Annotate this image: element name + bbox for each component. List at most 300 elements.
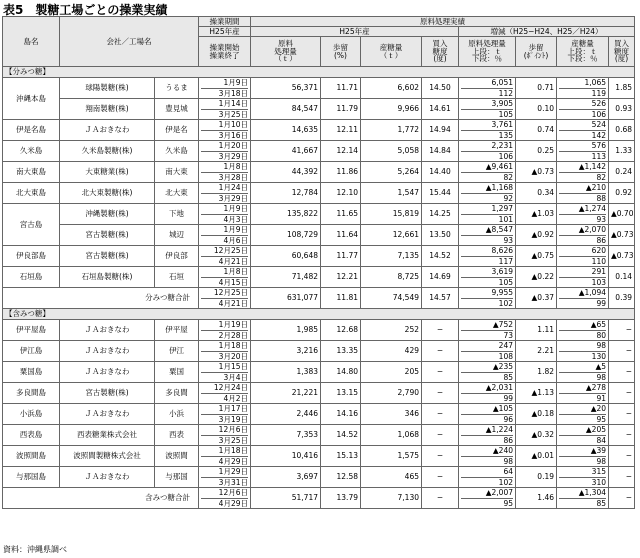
factory-cell: 南大東	[155, 162, 199, 183]
change-proc-cell	[459, 488, 516, 509]
change-proc-cell	[459, 404, 516, 425]
factory-cell: 北大東	[155, 183, 199, 204]
change-sugar-cell-lower: 98	[596, 456, 606, 466]
change-yield-cell: ▲1.13	[516, 383, 557, 404]
proc-cell: 3,697	[251, 467, 321, 488]
period-cell-lower: 4月29日	[218, 456, 248, 466]
change-sugar-cell-upper: ▲2,070	[559, 225, 606, 236]
change-proc-cell-upper: 247	[461, 341, 513, 352]
change-proc-cell-upper: ▲2,007	[461, 488, 513, 499]
change-proc-cell-upper: ▲240	[461, 446, 513, 457]
sugar-cell: 5,058	[361, 141, 422, 162]
period-cell-lower: 3月28日	[218, 172, 248, 182]
proc-cell: 44,392	[251, 162, 321, 183]
change-sugar-cell	[557, 204, 609, 225]
change-sugar-cell-upper: 620	[559, 246, 606, 257]
change-degree-cell: 0.24	[609, 162, 635, 183]
change-degree-cell: −	[609, 341, 635, 362]
period-cell	[199, 341, 251, 362]
period-cell	[199, 362, 251, 383]
period-cell	[199, 404, 251, 425]
yield-cell: 12.11	[321, 120, 361, 141]
change-sugar-cell-upper: 291	[559, 267, 606, 278]
change-sugar-cell	[557, 141, 609, 162]
change-proc-cell-lower: 112	[498, 88, 513, 98]
company-cell: 波照間製糖株式会社	[60, 446, 155, 467]
change-degree-cell: −	[609, 488, 635, 509]
header-h25: H25年産	[251, 27, 459, 37]
change-sugar-cell-lower: 106	[591, 109, 606, 119]
change-sugar-cell-lower: 82	[596, 172, 606, 182]
change-degree-cell: 0.39	[609, 288, 635, 309]
period-cell	[199, 488, 251, 509]
header-col: 買入 糖度 (度)	[609, 37, 635, 67]
table-row	[3, 204, 635, 225]
sugar-cell: 5,264	[361, 162, 422, 183]
degree-cell: −	[422, 341, 459, 362]
change-sugar-cell	[557, 162, 609, 183]
island-cell: 伊良部島	[3, 246, 60, 267]
period-cell	[199, 120, 251, 141]
degree-cell: 14.61	[422, 99, 459, 120]
period-cell-upper: 1月20日	[201, 141, 248, 152]
change-sugar-cell-upper: ▲1,142	[559, 162, 606, 173]
island-cell: 伊是名島	[3, 120, 60, 141]
table-row	[3, 120, 635, 141]
factory-cell: 与那国	[155, 467, 199, 488]
change-proc-cell-lower: 98	[503, 456, 513, 466]
change-proc-cell-upper: ▲1,168	[461, 183, 513, 194]
change-proc-cell-upper: ▲1,224	[461, 425, 513, 436]
change-sugar-cell-lower: 84	[596, 435, 606, 445]
change-sugar-cell-lower: 130	[591, 351, 606, 361]
factory-cell: 粟国	[155, 362, 199, 383]
degree-cell: −	[422, 320, 459, 341]
period-cell	[199, 141, 251, 162]
degree-cell: −	[422, 383, 459, 404]
sugar-cell: 1,547	[361, 183, 422, 204]
change-proc-cell-upper: 6,051	[461, 78, 513, 89]
company-cell: 沖縄製糖(株)	[60, 204, 155, 225]
company-cell: 宮古製糖(株)	[60, 225, 155, 246]
proc-cell: 7,353	[251, 425, 321, 446]
change-sugar-cell-lower: 98	[596, 372, 606, 382]
change-yield-cell: 0.71	[516, 78, 557, 99]
change-proc-cell	[459, 204, 516, 225]
change-sugar-cell	[557, 425, 609, 446]
company-cell: ＪＡおきなわ	[60, 362, 155, 383]
degree-cell: 14.69	[422, 267, 459, 288]
change-proc-cell-lower: 85	[503, 372, 513, 382]
change-proc-cell-lower: 99	[503, 393, 513, 403]
period-cell	[199, 246, 251, 267]
yield-cell: 12.10	[321, 183, 361, 204]
company-cell: ＪＡおきなわ	[60, 404, 155, 425]
change-proc-cell	[459, 225, 516, 246]
section-row	[3, 67, 635, 78]
change-sugar-cell	[557, 467, 609, 488]
change-sugar-cell-upper: ▲205	[559, 425, 606, 436]
change-sugar-cell	[557, 225, 609, 246]
change-sugar-cell	[557, 99, 609, 120]
table-row	[3, 183, 635, 204]
period-cell	[199, 267, 251, 288]
period-cell-lower: 3月25日	[218, 435, 248, 445]
degree-cell: 14.57	[422, 288, 459, 309]
period-cell-upper: 12月25日	[201, 288, 248, 299]
change-degree-cell: 0.93	[609, 99, 635, 120]
change-degree-cell: ▲0.70	[609, 204, 635, 225]
island-cell: 西表島	[3, 425, 60, 446]
yield-cell: 12.14	[321, 141, 361, 162]
period-cell-upper: 1月29日	[201, 467, 248, 478]
sugar-cell: 465	[361, 467, 422, 488]
proc-cell: 10,416	[251, 446, 321, 467]
yield-cell: 14.52	[321, 425, 361, 446]
degree-cell: −	[422, 467, 459, 488]
change-sugar-cell-lower: 103	[591, 277, 606, 287]
change-proc-cell	[459, 78, 516, 99]
yield-cell: 11.79	[321, 99, 361, 120]
factory-cell: 久米島	[155, 141, 199, 162]
header-period-sub: 操業開始 操業終了	[199, 37, 251, 67]
change-degree-cell: 0.68	[609, 120, 635, 141]
change-proc-cell-lower: 105	[498, 277, 513, 287]
change-proc-cell-lower: 82	[503, 172, 513, 182]
company-cell: 宮古製糖(株)	[60, 246, 155, 267]
change-degree-cell: −	[609, 467, 635, 488]
proc-cell: 1,383	[251, 362, 321, 383]
change-sugar-cell	[557, 267, 609, 288]
sugar-cell: 2,790	[361, 383, 422, 404]
period-cell-lower: 2月28日	[218, 330, 248, 340]
period-cell-upper: 1月24日	[201, 183, 248, 194]
period-cell-upper: 1月15日	[201, 362, 248, 373]
change-proc-cell-lower: 105	[498, 109, 513, 119]
change-yield-cell: 0.19	[516, 467, 557, 488]
change-proc-cell-upper: 8,626	[461, 246, 513, 257]
period-cell-lower: 3月31日	[218, 477, 248, 487]
section-row	[3, 309, 635, 320]
table-row	[3, 267, 635, 288]
period-cell-lower: 3月29日	[218, 193, 248, 203]
company-cell: 宮古製糖(株)	[60, 383, 155, 404]
change-sugar-cell-lower: 310	[591, 477, 606, 487]
factory-cell: 豊見城	[155, 99, 199, 120]
proc-cell: 135,822	[251, 204, 321, 225]
factory-cell: 城辺	[155, 225, 199, 246]
change-proc-cell	[459, 120, 516, 141]
period-cell-upper: 1月9日	[201, 204, 248, 215]
period-cell-upper: 1月9日	[201, 78, 248, 89]
degree-cell: 14.84	[422, 141, 459, 162]
table-header	[3, 17, 635, 67]
header-col: 原料処理量 上段：ｔ 下段：％	[459, 37, 516, 67]
change-sugar-cell-upper: ▲278	[559, 383, 606, 394]
change-sugar-cell-lower: 142	[591, 130, 606, 140]
change-proc-cell	[459, 288, 516, 309]
period-cell-lower: 3月16日	[218, 130, 248, 140]
proc-cell: 84,547	[251, 99, 321, 120]
degree-cell: 14.40	[422, 162, 459, 183]
change-sugar-cell-upper: 526	[559, 99, 606, 110]
header-results: 原料処理実績	[251, 17, 635, 27]
yield-cell: 11.77	[321, 246, 361, 267]
change-proc-cell-upper: 9,955	[461, 288, 513, 299]
island-cell: 伊江島	[3, 341, 60, 362]
period-cell	[199, 78, 251, 99]
yield-cell: 11.81	[321, 288, 361, 309]
header-period: 操業期間	[199, 17, 251, 27]
change-yield-cell: 1.11	[516, 320, 557, 341]
table-title: 表5 製糖工場ごとの操業実績	[3, 3, 168, 17]
factory-cell: 多良間	[155, 383, 199, 404]
period-cell-lower: 3月29日	[218, 151, 248, 161]
degree-cell: 14.52	[422, 246, 459, 267]
change-proc-cell-upper: 3,905	[461, 99, 513, 110]
change-yield-cell: 0.10	[516, 99, 557, 120]
change-proc-cell	[459, 99, 516, 120]
period-cell-lower: 4月21日	[218, 256, 248, 266]
sugar-cell: 346	[361, 404, 422, 425]
change-degree-cell: −	[609, 425, 635, 446]
change-sugar-cell	[557, 341, 609, 362]
period-cell-lower: 3月20日	[218, 351, 248, 361]
change-proc-cell-upper: ▲235	[461, 362, 513, 373]
change-yield-cell: ▲0.01	[516, 446, 557, 467]
period-cell	[199, 288, 251, 309]
change-yield-cell: ▲0.92	[516, 225, 557, 246]
factory-cell: 西表	[155, 425, 199, 446]
table-row	[3, 362, 635, 383]
change-proc-cell-upper: 1,297	[461, 204, 513, 215]
degree-cell: 13.50	[422, 225, 459, 246]
change-proc-cell-upper: 3,761	[461, 120, 513, 131]
period-cell-upper: 1月14日	[201, 99, 248, 110]
island-cell: 粟国島	[3, 362, 60, 383]
proc-cell: 3,216	[251, 341, 321, 362]
sugar-cell: 252	[361, 320, 422, 341]
total-row	[3, 288, 635, 309]
factory-cell: 伊平屋	[155, 320, 199, 341]
proc-cell: 2,446	[251, 404, 321, 425]
period-cell	[199, 204, 251, 225]
header-col: 原料 処理量 （ｔ）	[251, 37, 321, 67]
period-cell	[199, 467, 251, 488]
degree-cell: 14.50	[422, 78, 459, 99]
change-degree-cell: ▲0.73	[609, 225, 635, 246]
change-proc-cell-upper: ▲2,031	[461, 383, 513, 394]
change-degree-cell: −	[609, 383, 635, 404]
degree-cell: 14.25	[422, 204, 459, 225]
period-cell-lower: 4月3日	[223, 214, 248, 224]
change-degree-cell: ▲0.73	[609, 246, 635, 267]
island-cell: 沖縄本島	[3, 78, 60, 120]
proc-cell: 51,717	[251, 488, 321, 509]
period-cell-lower: 4月21日	[218, 298, 248, 308]
change-proc-cell-upper: ▲105	[461, 404, 513, 415]
change-proc-cell-lower: 73	[503, 330, 513, 340]
table-row	[3, 141, 635, 162]
change-proc-cell	[459, 467, 516, 488]
change-proc-cell	[459, 362, 516, 383]
table-row	[3, 225, 635, 246]
header-col: 歩留 (%)	[321, 37, 361, 67]
change-sugar-cell-upper: ▲39	[559, 446, 606, 457]
total-row	[3, 488, 635, 509]
yield-cell: 12.21	[321, 267, 361, 288]
period-cell-upper: 12月24日	[201, 383, 248, 394]
operations-table	[2, 16, 635, 509]
change-proc-cell-lower: 117	[498, 256, 513, 266]
change-proc-cell-lower: 92	[503, 193, 513, 203]
period-cell-lower: 4月29日	[218, 498, 248, 508]
table-row	[3, 404, 635, 425]
header-period-year: H25年産	[199, 27, 251, 37]
change-yield-cell: 2.21	[516, 341, 557, 362]
change-sugar-cell-upper: ▲210	[559, 183, 606, 194]
table-row	[3, 425, 635, 446]
sugar-cell: 7,135	[361, 246, 422, 267]
yield-cell: 12.68	[321, 320, 361, 341]
header-island: 島名	[3, 17, 60, 67]
change-yield-cell: 0.25	[516, 141, 557, 162]
total-label: 分みつ糖合計	[3, 288, 199, 309]
company-cell: 北大東製糖(株)	[60, 183, 155, 204]
source-note: 資料：沖縄県調べ	[3, 545, 67, 554]
change-sugar-cell	[557, 120, 609, 141]
change-proc-cell-upper: 64	[461, 467, 513, 478]
change-yield-cell: ▲0.75	[516, 246, 557, 267]
change-yield-cell: 1.46	[516, 488, 557, 509]
change-sugar-cell	[557, 246, 609, 267]
change-sugar-cell-upper: ▲65	[559, 320, 606, 331]
total-label: 含みつ糖合計	[3, 488, 199, 509]
change-sugar-cell	[557, 320, 609, 341]
table-row	[3, 383, 635, 404]
change-yield-cell: ▲1.03	[516, 204, 557, 225]
header-col: 歩留 (ﾎﾟｲﾝﾄ)	[516, 37, 557, 67]
degree-cell: 15.44	[422, 183, 459, 204]
change-sugar-cell-upper: 524	[559, 120, 606, 131]
degree-cell: −	[422, 488, 459, 509]
period-cell	[199, 446, 251, 467]
company-cell: 久米島製糖(株)	[60, 141, 155, 162]
island-cell: 波照間島	[3, 446, 60, 467]
sugar-cell: 9,966	[361, 99, 422, 120]
yield-cell: 15.13	[321, 446, 361, 467]
change-proc-cell	[459, 383, 516, 404]
change-proc-cell	[459, 425, 516, 446]
factory-cell: 伊良部	[155, 246, 199, 267]
change-sugar-cell-upper: 1,065	[559, 78, 606, 89]
table-row	[3, 246, 635, 267]
degree-cell: 14.94	[422, 120, 459, 141]
island-cell: 与那国島	[3, 467, 60, 488]
change-sugar-cell	[557, 383, 609, 404]
sugar-cell: 429	[361, 341, 422, 362]
change-yield-cell: ▲0.32	[516, 425, 557, 446]
change-proc-cell-upper: 2,231	[461, 141, 513, 152]
change-degree-cell: 0.92	[609, 183, 635, 204]
change-degree-cell: 1.33	[609, 141, 635, 162]
yield-cell: 13.15	[321, 383, 361, 404]
change-proc-cell	[459, 267, 516, 288]
company-cell: 西表糖業株式会社	[60, 425, 155, 446]
change-sugar-cell-upper: 98	[559, 341, 606, 352]
period-cell-upper: 12月6日	[201, 425, 248, 436]
change-proc-cell-lower: 101	[498, 214, 513, 224]
change-proc-cell-lower: 102	[498, 298, 513, 308]
period-cell-lower: 3月19日	[218, 414, 248, 424]
change-yield-cell: ▲0.18	[516, 404, 557, 425]
island-cell: 石垣島	[3, 267, 60, 288]
yield-cell: 12.58	[321, 467, 361, 488]
table-row	[3, 467, 635, 488]
change-proc-cell-lower: 106	[498, 151, 513, 161]
change-proc-cell-lower: 135	[498, 130, 513, 140]
island-cell: 久米島	[3, 141, 60, 162]
island-cell: 伊平屋島	[3, 320, 60, 341]
degree-cell: −	[422, 362, 459, 383]
change-proc-cell	[459, 246, 516, 267]
period-cell-upper: 1月10日	[201, 120, 248, 131]
change-sugar-cell-upper: ▲1,094	[559, 288, 606, 299]
period-cell-lower: 4月15日	[218, 277, 248, 287]
period-cell-upper: 1月17日	[201, 404, 248, 415]
change-proc-cell	[459, 446, 516, 467]
company-cell: 大東糖業(株)	[60, 162, 155, 183]
change-proc-cell-upper: ▲8,547	[461, 225, 513, 236]
change-yield-cell: 0.34	[516, 183, 557, 204]
yield-cell: 11.71	[321, 78, 361, 99]
change-proc-cell-lower: 95	[503, 498, 513, 508]
change-sugar-cell-lower: 88	[596, 193, 606, 203]
change-sugar-cell	[557, 362, 609, 383]
period-cell	[199, 183, 251, 204]
header-col: 買入 糖度 (度)	[422, 37, 459, 67]
period-cell	[199, 425, 251, 446]
change-yield-cell: ▲0.73	[516, 162, 557, 183]
company-cell: 翔南製糖(株)	[60, 99, 155, 120]
change-sugar-cell	[557, 288, 609, 309]
yield-cell: 14.80	[321, 362, 361, 383]
period-cell-lower: 4月6日	[223, 235, 248, 245]
yield-cell: 11.65	[321, 204, 361, 225]
change-sugar-cell-lower: 80	[596, 330, 606, 340]
change-degree-cell: −	[609, 446, 635, 467]
company-cell: ＪＡおきなわ	[60, 320, 155, 341]
change-sugar-cell-upper: 315	[559, 467, 606, 478]
change-sugar-cell	[557, 488, 609, 509]
island-cell: 宮古島	[3, 204, 60, 246]
change-sugar-cell-upper: 576	[559, 141, 606, 152]
change-proc-cell-lower: 108	[498, 351, 513, 361]
change-yield-cell: 1.82	[516, 362, 557, 383]
period-cell-upper: 1月18日	[201, 446, 248, 457]
table-row	[3, 99, 635, 120]
change-degree-cell: −	[609, 362, 635, 383]
period-cell-upper: 12月25日	[201, 246, 248, 257]
proc-cell: 631,077	[251, 288, 321, 309]
period-cell-upper: 1月8日	[201, 267, 248, 278]
proc-cell: 12,784	[251, 183, 321, 204]
change-sugar-cell-lower: 110	[591, 256, 606, 266]
change-proc-cell-lower: 96	[503, 414, 513, 424]
period-cell-upper: 1月18日	[201, 341, 248, 352]
proc-cell: 108,729	[251, 225, 321, 246]
company-cell: ＪＡおきなわ	[60, 120, 155, 141]
